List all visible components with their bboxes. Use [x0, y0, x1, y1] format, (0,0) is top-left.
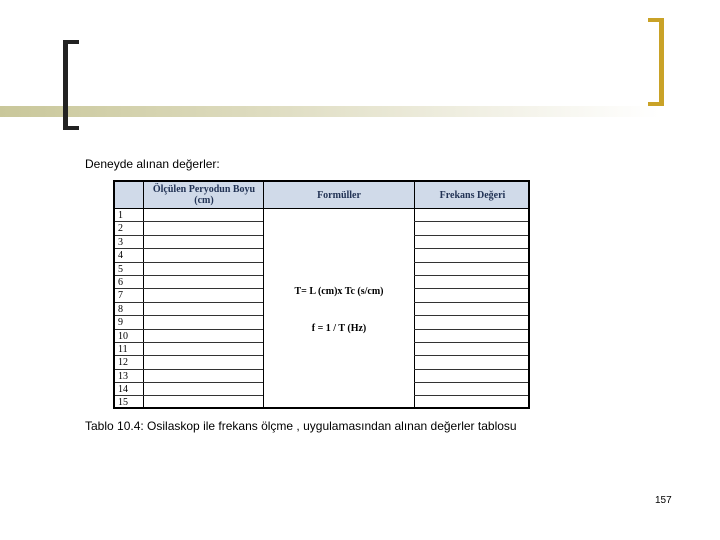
right-bracket-decoration: [648, 18, 664, 106]
table-row: [115, 263, 528, 276]
formula-frequency: f = 1 / T (Hz): [311, 323, 367, 334]
table-row: [115, 343, 528, 356]
formula-period: T= L (cm)x Tc (s/cm): [294, 286, 384, 297]
row-number: 5: [118, 263, 123, 275]
intro-text: Deneyde alınan değerler:: [85, 157, 220, 171]
table-row: [115, 383, 528, 396]
table-caption: Tablo 10.4: Osilaskop ile frekans ölçme , uygulamasından alınan değerler tablosu: [85, 419, 517, 433]
row-number: 10: [118, 330, 128, 342]
table-row: [115, 303, 528, 316]
table-row: [115, 370, 528, 383]
row-number: 3: [118, 236, 123, 248]
row-number: 4: [118, 250, 123, 262]
header-frequency-value: Frekans Değeri: [439, 189, 506, 201]
table-row: [115, 222, 528, 235]
row-number: 11: [118, 343, 128, 355]
row-number: 8: [118, 303, 123, 315]
header-period-length: Ölçülen Peryodun Boyu (cm): [152, 184, 256, 206]
row-number: 15: [118, 397, 128, 409]
row-number: 6: [118, 276, 123, 288]
row-number: 12: [118, 357, 128, 369]
left-bracket-decoration: [63, 40, 79, 130]
table-row: [115, 356, 528, 369]
decorative-band: [0, 106, 660, 117]
measurement-table: [113, 180, 530, 409]
header-formulas: Formüller: [317, 189, 361, 201]
row-number: 9: [118, 317, 123, 329]
row-number: 7: [118, 290, 123, 302]
row-number: 14: [118, 384, 128, 396]
table-row: [115, 236, 528, 249]
row-number: 2: [118, 223, 123, 235]
table-rows: [115, 209, 528, 410]
page-number: 157: [655, 495, 672, 506]
row-number: 1: [118, 210, 123, 221]
row-number: 13: [118, 370, 128, 382]
table-row: [115, 209, 528, 222]
table-row: [115, 249, 528, 262]
table-row: [115, 396, 528, 409]
